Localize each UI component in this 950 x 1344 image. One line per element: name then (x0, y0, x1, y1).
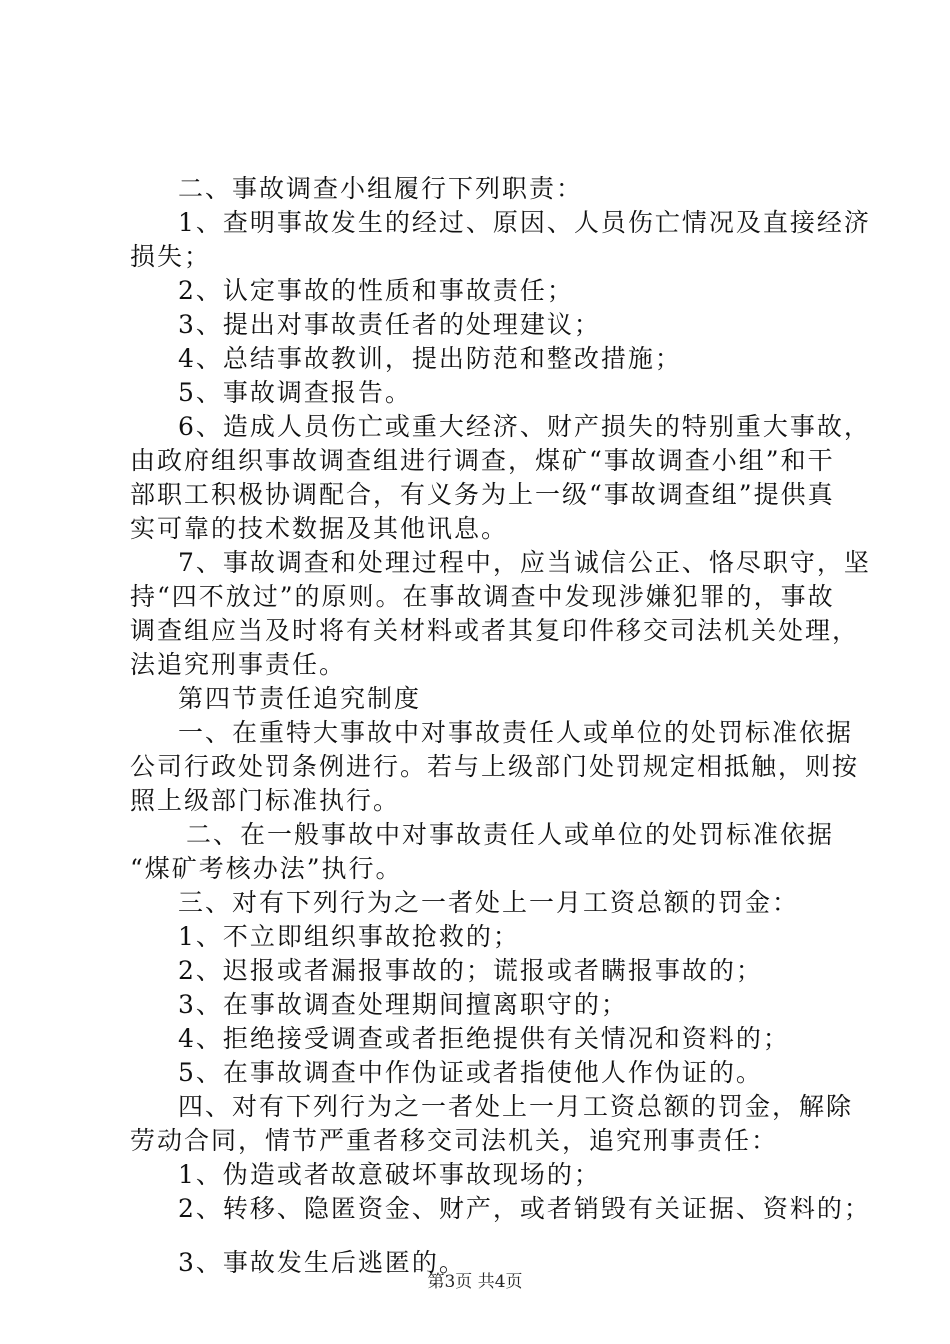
text-line: 调查组应当及时将有关材料或者其复印件移交司法机关处理， (130, 616, 860, 645)
text-line: 部职工积极协调配合，有义务为上一级“事故调查组”提供真 (130, 480, 835, 509)
text-line: 4、总结事故教训，提出防范和整改措施； (178, 344, 682, 373)
text-line: 2、认定事故的性质和事故责任； (178, 276, 574, 305)
text-line: 7、事故调查和处理过程中，应当诚信公正、恪尽职守，坚 (178, 548, 871, 577)
text-line: 二、在一般事故中对事故责任人或单位的处罚标准依据 (186, 820, 835, 849)
text-line: 一、在重特大事故中对事故责任人或单位的处罚标准依据 (178, 718, 854, 747)
text-line: 2、转移、隐匿资金、财产，或者销毁有关证据、资料的； (178, 1194, 871, 1223)
text-line: 2、迟报或者漏报事故的；谎报或者瞒报事故的； (178, 956, 763, 985)
text-line: “煤矿考核办法”执行。 (130, 854, 403, 883)
text-line: 二、事故调查小组履行下列职责： (178, 174, 584, 203)
text-line: 5、事故调查报告。 (178, 378, 412, 407)
text-line: 照上级部门标准执行。 (130, 786, 401, 815)
text-line: 持“四不放过”的原则。在事故调查中发现涉嫌犯罪的，事故 (130, 582, 835, 611)
text-line: 法追究刑事责任。 (130, 650, 347, 679)
text-line: 1、伪造或者故意破坏事故现场的； (178, 1160, 601, 1189)
text-line: 5、在事故调查中作伪证或者指使他人作伪证的。 (178, 1058, 763, 1087)
text-line: 损失； (130, 242, 212, 271)
text-line: 劳动合同，情节严重者移交司法机关，追究刑事责任： (130, 1126, 779, 1155)
text-line: 1、查明事故发生的经过、原因、人员伤亡情况及直接经济 (178, 208, 871, 237)
text-line: 4、拒绝接受调查或者拒绝提供有关情况和资料的； (178, 1024, 790, 1053)
text-line: 三、对有下列行为之一者处上一月工资总额的罚金： (178, 888, 800, 917)
text-line: 3、在事故调查处理期间擅离职守的； (178, 990, 628, 1019)
page-number-footer: 第3页 共4页 (427, 1272, 523, 1292)
text-line: 3、事故发生后逃匿的。 (178, 1248, 466, 1277)
text-line: 3、提出对事故责任者的处理建议； (178, 310, 601, 339)
text-line: 公司行政处罚条例进行。若与上级部门处罚规定相抵触，则按 (130, 752, 860, 781)
text-line: 1、不立即组织事故抢救的； (178, 922, 520, 951)
text-line: 实可靠的技术数据及其他讯息。 (130, 514, 509, 543)
text-line: 6、造成人员伤亡或重大经济、财产损失的特别重大事故， (178, 412, 871, 441)
text-line: 四、对有下列行为之一者处上一月工资总额的罚金，解除 (178, 1092, 854, 1121)
section-heading: 第四节责任追究制度 (178, 684, 422, 713)
text-line: 由政府组织事故调查组进行调查，煤矿“事故调查小组”和干 (130, 446, 835, 475)
